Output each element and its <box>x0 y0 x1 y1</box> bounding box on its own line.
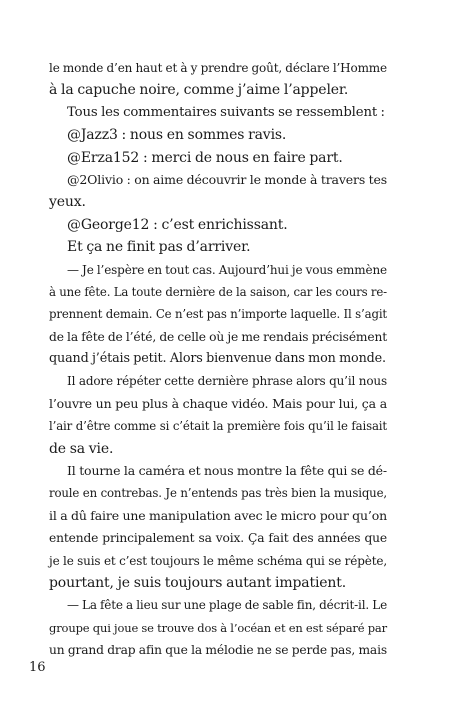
text-line: l’air d’être comme si c’était la première fois qu’il le faisait <box>49 419 387 434</box>
text-line: un grand drap afin que la mélodie ne se perde pas, mais <box>49 643 387 658</box>
text-line: le monde d’en haut et à y prendre goût, déclare l’Homme <box>49 61 387 75</box>
text-line: je le suis et c’est toujours le même schéma qui se répète, <box>49 553 387 568</box>
text-line: — La fête a lieu sur une plage de sable fin, décrit-il. Le <box>67 598 388 613</box>
text-line: roule en contrebas. Je n’entends pas très bien la musique, <box>49 486 387 501</box>
text-line: groupe qui joue se trouve dos à l’océan et en est séparé par <box>49 620 387 635</box>
text-line: entende principalement sa voix. Ça fait des années que <box>49 531 387 546</box>
page-body-text <box>49 57 387 662</box>
text-line: prennent demain. Ce n’est pas n’importe laquelle. Il s’agit <box>49 307 387 322</box>
text-line: — Je l’espère en tout cas. Aujourd’hui je vous emmène <box>67 262 387 277</box>
text-line: il a dû faire une manipulation avec le micro pour qu’on <box>49 507 387 523</box>
text-line: @Jazz3 : nous en sommes ravis. <box>67 127 287 144</box>
text-line: Tous les commentaires suivants se ressemblent : <box>67 104 385 120</box>
text-line: quand j’étais petit. Alors bienvenue dans mon monde. <box>49 351 386 367</box>
text-line: à une fête. La toute dernière de la saison, car les cours re- <box>49 284 387 299</box>
text-line: de sa vie. <box>49 440 114 457</box>
text-line: @George12 : c’est enrichissant. <box>67 216 288 233</box>
text-line: @Erza152 : merci de nous en faire part. <box>67 149 343 166</box>
text-line: pourtant, je suis toujours autant impatient. <box>49 574 347 591</box>
text-line: Il adore répéter cette dernière phrase alors qu’il nous <box>67 374 387 389</box>
text-line: Il tourne la caméra et nous montre la fête qui se dé- <box>67 463 387 479</box>
text-line: Et ça ne finit pas d’arriver. <box>67 239 251 256</box>
text-line: à la capuche noire, comme j’aime l’appeler. <box>49 82 349 99</box>
page-number: 16 <box>29 660 46 675</box>
text-line: l’ouvre un peu plus à chaque vidéo. Mais pour lui, ça a <box>49 395 387 411</box>
text-line: @2Olivio : on aime découvrir le monde à travers tes <box>67 171 387 187</box>
text-line: yeux. <box>49 194 86 211</box>
text-line: de la fête de l’été, de celle où je me rendais précisément <box>49 329 387 344</box>
